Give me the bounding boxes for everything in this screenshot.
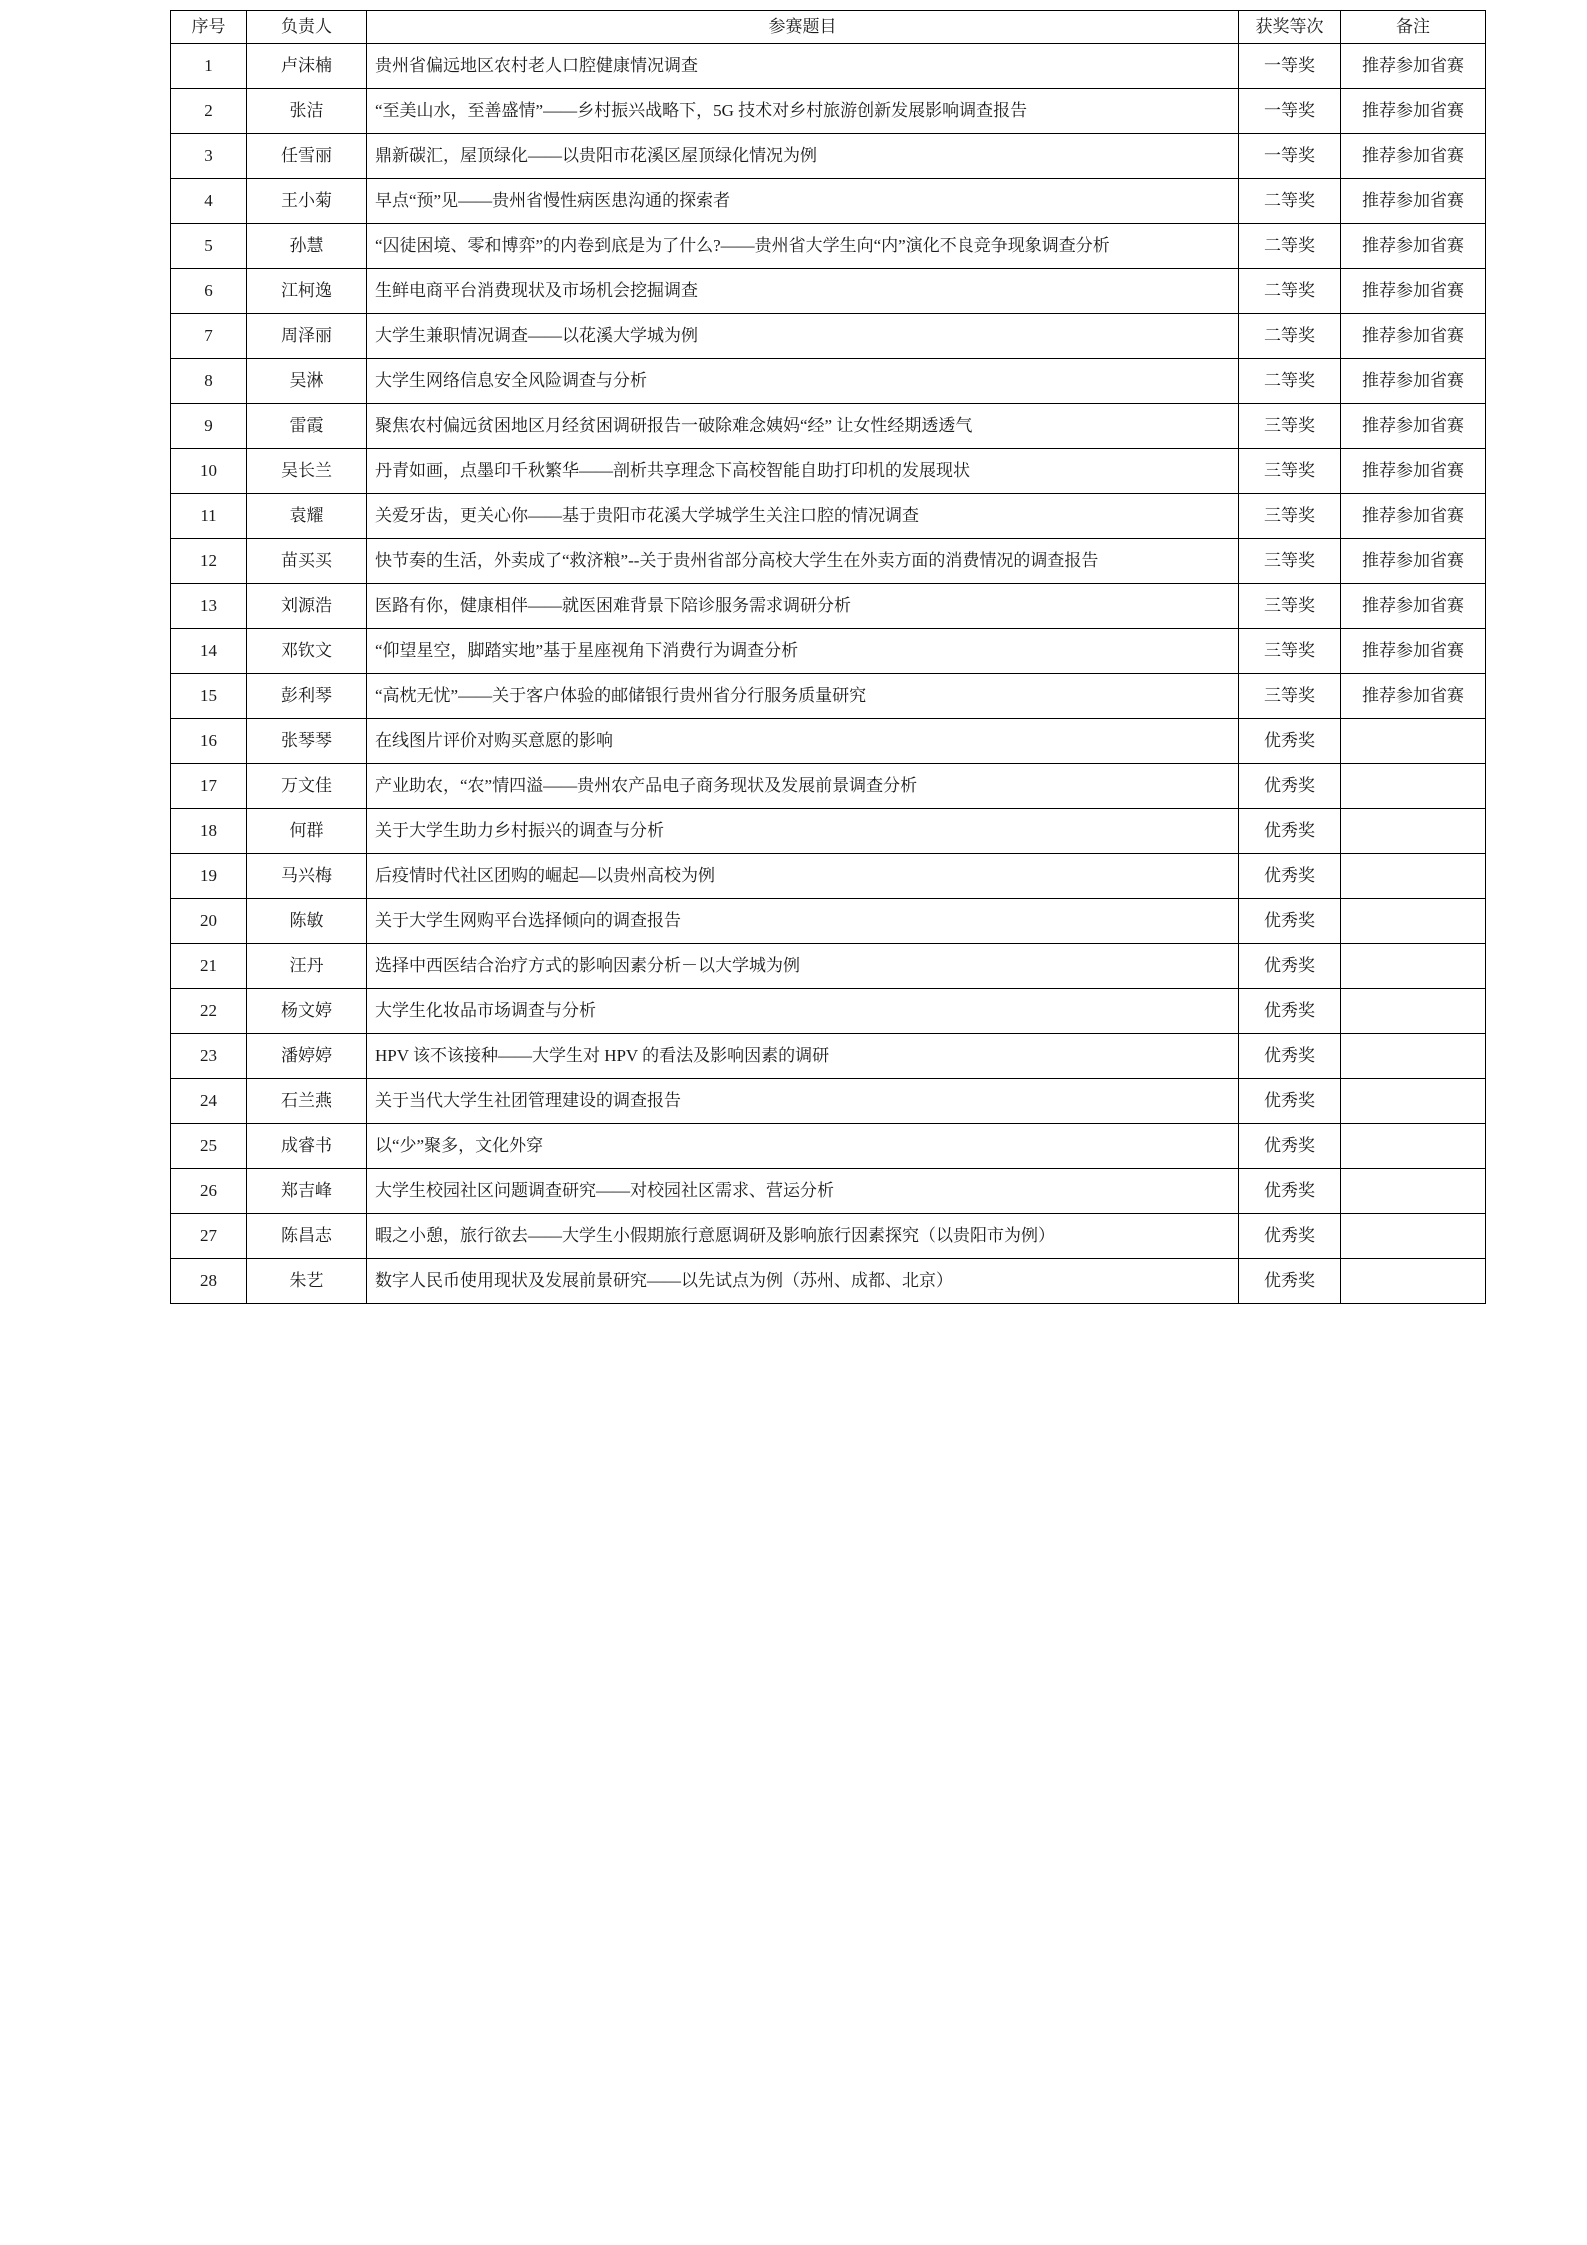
- table-row: [171, 809, 1486, 854]
- cell-award-level: 优秀奖: [1239, 1034, 1341, 1079]
- cell-topic: 在线图片评价对购买意愿的影响: [367, 719, 1239, 764]
- cell-note: [1341, 899, 1486, 944]
- cell-note: [1341, 1124, 1486, 1169]
- cell-topic: HPV 该不该接种——大学生对 HPV 的看法及影响因素的调研: [367, 1034, 1239, 1079]
- cell-award-level: 一等奖: [1239, 134, 1341, 179]
- cell-note: 推荐参加省赛: [1341, 674, 1486, 719]
- cell-award-level: 优秀奖: [1239, 1259, 1341, 1304]
- cell-leader-name: 孙慧: [247, 224, 367, 269]
- table-row: [171, 539, 1486, 584]
- cell-index: 11: [171, 494, 247, 539]
- cell-topic: 早点“预”见——贵州省慢性病医患沟通的探索者: [367, 179, 1239, 224]
- table-row: [171, 944, 1486, 989]
- cell-topic: 选择中西医结合治疗方式的影响因素分析－以大学城为例: [367, 944, 1239, 989]
- cell-award-level: 三等奖: [1239, 674, 1341, 719]
- table-row: [171, 629, 1486, 674]
- cell-index: 16: [171, 719, 247, 764]
- cell-index: 19: [171, 854, 247, 899]
- cell-note: 推荐参加省赛: [1341, 404, 1486, 449]
- cell-note: 推荐参加省赛: [1341, 494, 1486, 539]
- cell-leader-name: 邓钦文: [247, 629, 367, 674]
- cell-topic: 聚焦农村偏远贫困地区月经贫困调研报告一破除难念姨妈“经” 让女性经期透透气: [367, 404, 1239, 449]
- cell-topic: 大学生网络信息安全风险调查与分析: [367, 359, 1239, 404]
- cell-award-level: 优秀奖: [1239, 1214, 1341, 1259]
- cell-index: 24: [171, 1079, 247, 1124]
- cell-note: [1341, 989, 1486, 1034]
- cell-topic: 鼎新碳汇，屋顶绿化——以贵阳市花溪区屋顶绿化情况为例: [367, 134, 1239, 179]
- cell-leader-name: 张琴琴: [247, 719, 367, 764]
- cell-index: 17: [171, 764, 247, 809]
- cell-award-level: 优秀奖: [1239, 944, 1341, 989]
- cell-leader-name: 朱艺: [247, 1259, 367, 1304]
- cell-index: 18: [171, 809, 247, 854]
- cell-award-level: 优秀奖: [1239, 764, 1341, 809]
- cell-topic: “囚徒困境、零和博弈”的内卷到底是为了什么?——贵州省大学生向“内”演化不良竞争现象调查分析: [367, 224, 1239, 269]
- cell-index: 20: [171, 899, 247, 944]
- cell-topic: 以“少”聚多，文化外穿: [367, 1124, 1239, 1169]
- cell-leader-name: 雷霞: [247, 404, 367, 449]
- cell-award-level: 优秀奖: [1239, 854, 1341, 899]
- cell-award-level: 二等奖: [1239, 224, 1341, 269]
- cell-leader-name: 袁耀: [247, 494, 367, 539]
- cell-note: [1341, 1259, 1486, 1304]
- cell-index: 25: [171, 1124, 247, 1169]
- cell-topic: 丹青如画，点墨印千秋繁华——剖析共享理念下高校智能自助打印机的发展现状: [367, 449, 1239, 494]
- cell-leader-name: 周泽丽: [247, 314, 367, 359]
- table-row: [171, 899, 1486, 944]
- cell-award-level: 优秀奖: [1239, 1079, 1341, 1124]
- cell-note: [1341, 944, 1486, 989]
- table-row: [171, 854, 1486, 899]
- table-row: [171, 1034, 1486, 1079]
- cell-index: 14: [171, 629, 247, 674]
- cell-topic: 关于大学生助力乡村振兴的调查与分析: [367, 809, 1239, 854]
- cell-index: 22: [171, 989, 247, 1034]
- cell-topic: 快节奏的生活，外卖成了“救济粮”--关于贵州省部分高校大学生在外卖方面的消费情况的调查报告: [367, 539, 1239, 584]
- table-row: [171, 449, 1486, 494]
- header-cell-index: 序号: [171, 11, 247, 44]
- cell-leader-name: 任雪丽: [247, 134, 367, 179]
- cell-note: 推荐参加省赛: [1341, 89, 1486, 134]
- cell-note: [1341, 1079, 1486, 1124]
- cell-topic: 贵州省偏远地区农村老人口腔健康情况调查: [367, 44, 1239, 89]
- cell-leader-name: 马兴梅: [247, 854, 367, 899]
- table-header-row: [171, 11, 1486, 44]
- award-results-table: [170, 10, 1486, 1304]
- cell-award-level: 一等奖: [1239, 89, 1341, 134]
- cell-index: 6: [171, 269, 247, 314]
- cell-topic: 暇之小憩，旅行欲去——大学生小假期旅行意愿调研及影响旅行因素探究（以贵阳市为例）: [367, 1214, 1239, 1259]
- cell-award-level: 优秀奖: [1239, 1169, 1341, 1214]
- cell-note: [1341, 1169, 1486, 1214]
- cell-award-level: 二等奖: [1239, 179, 1341, 224]
- cell-award-level: 优秀奖: [1239, 719, 1341, 764]
- cell-topic: 产业助农，“农”情四溢——贵州农产品电子商务现状及发展前景调查分析: [367, 764, 1239, 809]
- cell-note: [1341, 809, 1486, 854]
- table-row: [171, 584, 1486, 629]
- cell-award-level: 三等奖: [1239, 449, 1341, 494]
- cell-leader-name: 王小菊: [247, 179, 367, 224]
- cell-topic: “至美山水，至善盛情”——乡村振兴战略下，5G 技术对乡村旅游创新发展影响调查报告: [367, 89, 1239, 134]
- cell-index: 7: [171, 314, 247, 359]
- cell-note: [1341, 1034, 1486, 1079]
- cell-award-level: 三等奖: [1239, 494, 1341, 539]
- header-cell-leader: 负责人: [247, 11, 367, 44]
- cell-leader-name: 杨文婷: [247, 989, 367, 1034]
- cell-leader-name: 成睿书: [247, 1124, 367, 1169]
- cell-award-level: 优秀奖: [1239, 989, 1341, 1034]
- cell-topic: “仰望星空，脚踏实地”基于星座视角下消费行为调查分析: [367, 629, 1239, 674]
- cell-leader-name: 陈昌志: [247, 1214, 367, 1259]
- cell-note: 推荐参加省赛: [1341, 449, 1486, 494]
- cell-award-level: 三等奖: [1239, 584, 1341, 629]
- cell-award-level: 二等奖: [1239, 314, 1341, 359]
- cell-topic: 数字人民币使用现状及发展前景研究——以先试点为例（苏州、成都、北京）: [367, 1259, 1239, 1304]
- cell-note: [1341, 719, 1486, 764]
- table-row: [171, 674, 1486, 719]
- cell-index: 21: [171, 944, 247, 989]
- cell-index: 2: [171, 89, 247, 134]
- cell-topic: 大学生兼职情况调查——以花溪大学城为例: [367, 314, 1239, 359]
- cell-topic: 关于当代大学生社团管理建设的调查报告: [367, 1079, 1239, 1124]
- cell-topic: 生鲜电商平台消费现状及市场机会挖掘调查: [367, 269, 1239, 314]
- cell-topic: “高枕无忧”——关于客户体验的邮储银行贵州省分行服务质量研究: [367, 674, 1239, 719]
- cell-award-level: 二等奖: [1239, 359, 1341, 404]
- cell-index: 27: [171, 1214, 247, 1259]
- header-cell-award: 获奖等次: [1239, 11, 1341, 44]
- table-row: [171, 89, 1486, 134]
- cell-leader-name: 石兰燕: [247, 1079, 367, 1124]
- cell-topic: 关爱牙齿，更关心你——基于贵阳市花溪大学城学生关注口腔的情况调查: [367, 494, 1239, 539]
- table-row: [171, 179, 1486, 224]
- table-row: [171, 1169, 1486, 1214]
- cell-leader-name: 江柯逸: [247, 269, 367, 314]
- cell-note: 推荐参加省赛: [1341, 134, 1486, 179]
- table-row: [171, 719, 1486, 764]
- cell-index: 3: [171, 134, 247, 179]
- cell-index: 28: [171, 1259, 247, 1304]
- cell-topic: 关于大学生网购平台选择倾向的调查报告: [367, 899, 1239, 944]
- cell-topic: 大学生化妆品市场调查与分析: [367, 989, 1239, 1034]
- cell-note: 推荐参加省赛: [1341, 314, 1486, 359]
- table-row: [171, 764, 1486, 809]
- cell-note: 推荐参加省赛: [1341, 179, 1486, 224]
- cell-award-level: 优秀奖: [1239, 899, 1341, 944]
- cell-leader-name: 卢沫楠: [247, 44, 367, 89]
- cell-award-level: 优秀奖: [1239, 809, 1341, 854]
- cell-leader-name: 吴淋: [247, 359, 367, 404]
- cell-leader-name: 郑吉峰: [247, 1169, 367, 1214]
- cell-index: 8: [171, 359, 247, 404]
- cell-topic: 后疫情时代社区团购的崛起—以贵州高校为例: [367, 854, 1239, 899]
- cell-award-level: 三等奖: [1239, 629, 1341, 674]
- table-row: [171, 269, 1486, 314]
- cell-note: 推荐参加省赛: [1341, 269, 1486, 314]
- cell-note: 推荐参加省赛: [1341, 539, 1486, 584]
- cell-index: 12: [171, 539, 247, 584]
- cell-index: 9: [171, 404, 247, 449]
- table-row: [171, 1124, 1486, 1169]
- cell-index: 1: [171, 44, 247, 89]
- table-row: [171, 494, 1486, 539]
- cell-award-level: 三等奖: [1239, 404, 1341, 449]
- cell-note: 推荐参加省赛: [1341, 359, 1486, 404]
- table-row: [171, 1079, 1486, 1124]
- table-row: [171, 44, 1486, 89]
- cell-note: 推荐参加省赛: [1341, 44, 1486, 89]
- cell-leader-name: 刘源浩: [247, 584, 367, 629]
- cell-index: 4: [171, 179, 247, 224]
- header-cell-note: 备注: [1341, 11, 1486, 44]
- cell-award-level: 三等奖: [1239, 539, 1341, 584]
- table-row: [171, 404, 1486, 449]
- cell-note: [1341, 1214, 1486, 1259]
- cell-award-level: 二等奖: [1239, 269, 1341, 314]
- cell-leader-name: 张洁: [247, 89, 367, 134]
- cell-leader-name: 汪丹: [247, 944, 367, 989]
- cell-note: 推荐参加省赛: [1341, 584, 1486, 629]
- cell-leader-name: 吴长兰: [247, 449, 367, 494]
- table-row: [171, 224, 1486, 269]
- cell-leader-name: 何群: [247, 809, 367, 854]
- cell-index: 23: [171, 1034, 247, 1079]
- table-row: [171, 1259, 1486, 1304]
- header-cell-topic: 参赛题目: [367, 11, 1239, 44]
- cell-leader-name: 彭利琴: [247, 674, 367, 719]
- table-row: [171, 1214, 1486, 1259]
- table-row: [171, 989, 1486, 1034]
- table-row: [171, 314, 1486, 359]
- cell-topic: 大学生校园社区问题调查研究——对校园社区需求、营运分析: [367, 1169, 1239, 1214]
- cell-index: 5: [171, 224, 247, 269]
- cell-note: 推荐参加省赛: [1341, 629, 1486, 674]
- cell-note: [1341, 854, 1486, 899]
- cell-note: [1341, 764, 1486, 809]
- cell-leader-name: 苗买买: [247, 539, 367, 584]
- results-table-body: [171, 44, 1486, 1304]
- cell-index: 26: [171, 1169, 247, 1214]
- cell-leader-name: 潘婷婷: [247, 1034, 367, 1079]
- cell-index: 10: [171, 449, 247, 494]
- table-row: [171, 134, 1486, 179]
- cell-index: 15: [171, 674, 247, 719]
- cell-topic: 医路有你，健康相伴——就医困难背景下陪诊服务需求调研分析: [367, 584, 1239, 629]
- cell-leader-name: 陈敏: [247, 899, 367, 944]
- table-row: [171, 359, 1486, 404]
- cell-index: 13: [171, 584, 247, 629]
- cell-note: 推荐参加省赛: [1341, 224, 1486, 269]
- cell-award-level: 优秀奖: [1239, 1124, 1341, 1169]
- cell-leader-name: 万文佳: [247, 764, 367, 809]
- cell-award-level: 一等奖: [1239, 44, 1341, 89]
